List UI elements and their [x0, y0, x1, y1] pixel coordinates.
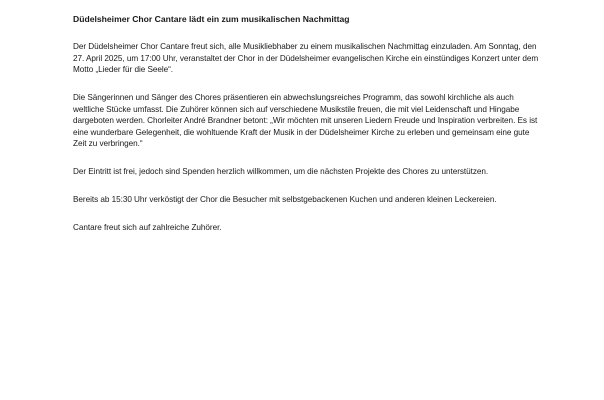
paragraph-admission: Der Eintritt ist frei, jedoch sind Spenden herzlich willkommen, um die nächsten Projekte des Chores zu unterstützen.: [73, 167, 489, 176]
document-title: Düdelsheimer Chor Cantare lädt ein zum musikalischen Nachmittag: [73, 14, 350, 24]
paragraph-invitation: Der Düdelsheimer Chor Cantare freut sich, alle Musikliebhaber zu einem musikalischen Nachmittag einzuladen. Am Sonntag, den 27. April 2025, um 17:00 Uhr, veranstaltet der Chor in der Düdelsheimer evangelischen Kirche ein einstündiges Konzert unter dem Motto „Lieder für die Seele“.: [73, 42, 539, 74]
paragraph-catering: Bereits ab 15:30 Uhr verköstigt der Chor die Besucher mit selbstgebackenen Kuchen und anderen kleinen Leckereien.: [73, 195, 497, 204]
document-page: [73, 14, 543, 234]
paragraph-closing: Cantare freut sich auf zahlreiche Zuhörer.: [73, 223, 222, 232]
paragraph-program: Die Sängerinnen und Sänger des Chores präsentieren ein abwechslungsreiches Programm, das sowohl kirchliche als auch weltliche Stücke umfasst. Die Zuhörer können sich auf verschiedene Musikstile freuen, die mit viel Leidenschaft und Hingabe dargeboten werden. Chorleiter André Brandner betont: „Wir möchten mit unseren Liedern Freude und Inspiration verbreiten. Es ist eine wunderbare Gelegenheit, die wohltuende Kraft der Musik in der Düdelsheimer Kirche zu erleben und gemeinsam eine gute Zeit zu verbringen.“: [73, 93, 538, 148]
